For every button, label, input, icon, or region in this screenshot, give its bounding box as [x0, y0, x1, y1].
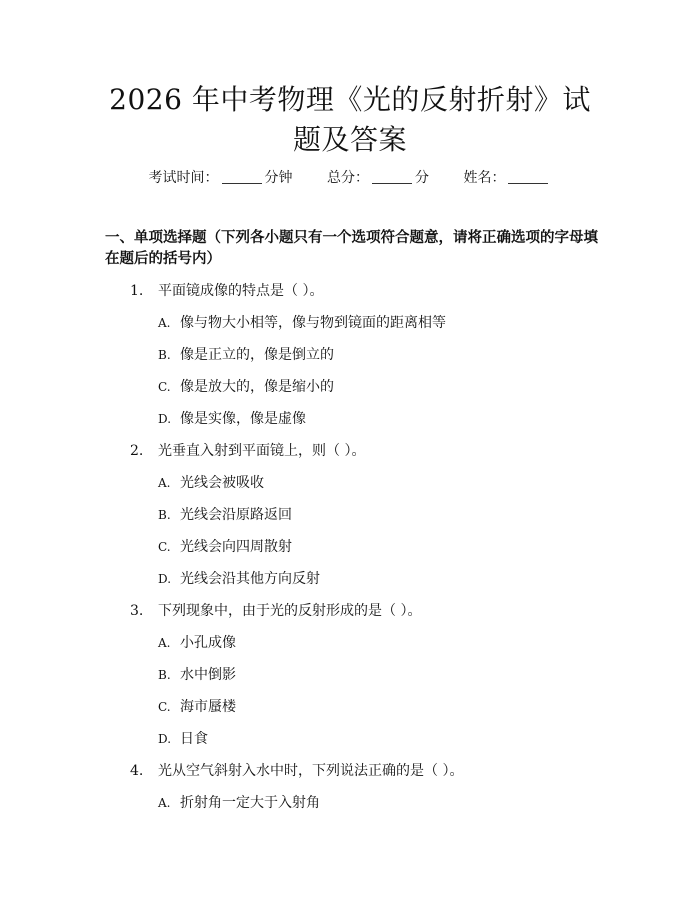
- option-text: 像是实像，像是虚像: [180, 411, 306, 427]
- question-text: 光垂直入射到平面镜上，则（ ）。: [158, 443, 366, 459]
- exam-time-field: [149, 168, 293, 188]
- total-score-label: 总分：: [327, 170, 369, 186]
- section-title: 一、单项选择题（下列各小题只有一个选项符合题意，请将正确选项的字母填在题后的括号内）: [105, 230, 598, 267]
- option-text: 光线会沿其他方向反射: [180, 571, 320, 587]
- option-letter: A.: [158, 636, 171, 650]
- total-score-unit: 分: [415, 170, 429, 186]
- question-number: 4.: [130, 763, 144, 779]
- question-3-option-b: [158, 665, 236, 685]
- name-label: 姓名：: [463, 170, 506, 186]
- option-text: 水中倒影: [180, 667, 236, 683]
- option-text: 折射角一定大于入射角: [180, 795, 320, 811]
- option-letter: C.: [158, 540, 171, 554]
- option-letter: D.: [158, 572, 172, 586]
- option-text: 光线会沿原路返回: [180, 507, 292, 523]
- total-score-blank: [372, 169, 412, 184]
- question-3-option-c: [158, 697, 236, 717]
- question-number: 1.: [130, 283, 144, 299]
- option-letter: A.: [158, 796, 171, 810]
- name-field: [463, 168, 551, 188]
- option-letter: C.: [158, 700, 171, 714]
- question-1-option-b: [158, 345, 334, 365]
- question-4-option-a: [158, 793, 320, 813]
- option-letter: D.: [158, 412, 172, 426]
- question-1-option-a: [158, 313, 446, 333]
- option-text: 日食: [180, 731, 208, 747]
- question-2-option-c: [158, 537, 292, 557]
- name-blank: [508, 169, 548, 184]
- question-text: 光从空气斜射入水中时，下列说法正确的是（ ）。: [158, 763, 464, 779]
- question-2-option-a: [158, 473, 264, 493]
- option-text: 光线会向四周散射: [180, 539, 292, 555]
- option-letter: B.: [158, 348, 171, 362]
- total-score-field: [327, 168, 429, 188]
- question-text: 平面镜成像的特点是（ ）。: [158, 283, 324, 299]
- exam-time-unit: 分钟: [264, 170, 293, 186]
- question-text: 下列现象中，由于光的反射形成的是（ ）。: [158, 603, 422, 619]
- question-2-option-d: [158, 569, 320, 589]
- question-2-option-b: [158, 505, 292, 525]
- exam-time-blank: [222, 169, 262, 184]
- option-text: 光线会被吸收: [180, 475, 264, 491]
- question-1-option-c: [158, 377, 334, 397]
- question-number: 2.: [130, 443, 144, 459]
- option-text: 小孔成像: [180, 635, 236, 651]
- option-letter: A.: [158, 316, 171, 330]
- question-3-option-d: [158, 729, 208, 749]
- option-letter: D.: [158, 732, 172, 746]
- option-text: 像是正立的，像是倒立的: [180, 347, 334, 363]
- option-text: 像与物大小相等，像与物到镜面的距离相等: [180, 315, 446, 331]
- question-number: 3.: [130, 603, 144, 619]
- document-title: 2026 年中考物理《光的反射折射》试题及答案: [109, 83, 591, 156]
- option-text: 像是放大的，像是缩小的: [180, 379, 334, 395]
- option-letter: C.: [158, 380, 171, 394]
- question-3-option-a: [158, 633, 236, 653]
- option-letter: A.: [158, 476, 171, 490]
- exam-info-line: [0, 168, 700, 188]
- option-letter: B.: [158, 668, 171, 682]
- option-letter: B.: [158, 508, 171, 522]
- question-1-option-d: [158, 409, 306, 429]
- option-text: 海市蜃楼: [180, 699, 236, 715]
- exam-time-label: 考试时间：: [148, 170, 219, 186]
